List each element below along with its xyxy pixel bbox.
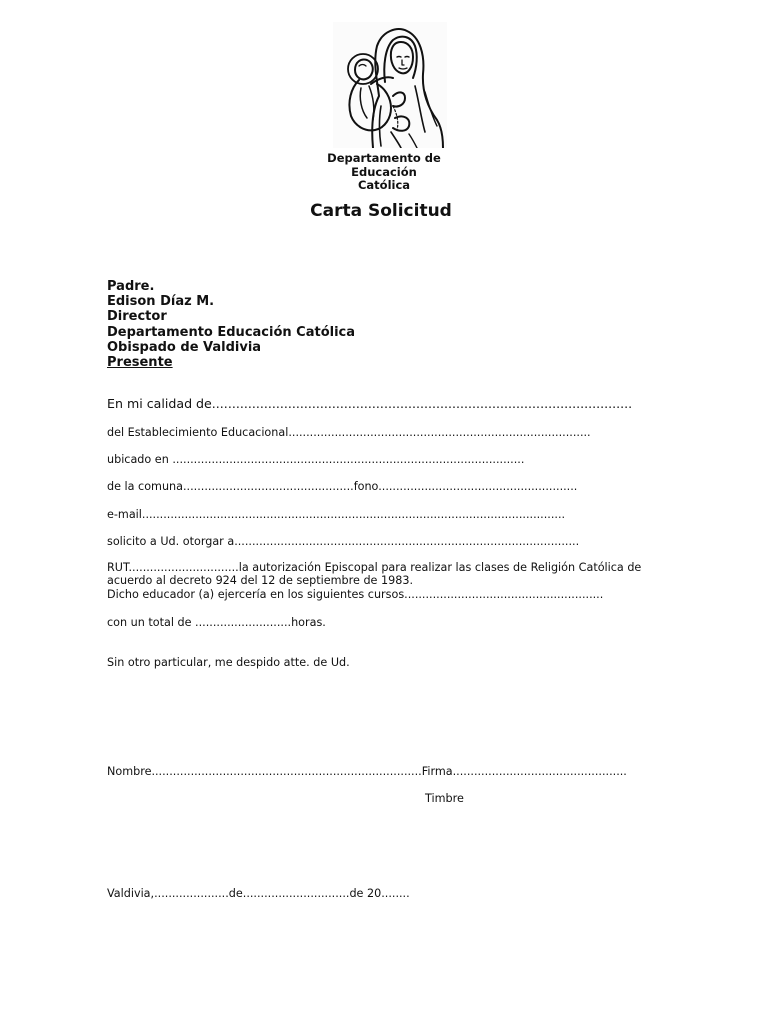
letter-title: Carta Solicitud bbox=[310, 201, 452, 221]
comuna-fono-line: de la comuna................................................fono........................................................ bbox=[107, 480, 578, 493]
addressee-line: Obispado de Valdivia bbox=[107, 339, 262, 355]
addressee-line: Edison Díaz M. bbox=[107, 294, 215, 310]
horas-line: con un total de ...........................horas. bbox=[107, 616, 326, 629]
addressee-line: Director bbox=[107, 309, 167, 325]
department-line: Católica bbox=[357, 178, 411, 192]
calidad-line: En mi calidad de......................................................................................................... bbox=[107, 396, 633, 411]
department-line: Departamento de bbox=[327, 151, 441, 165]
cursos-line: Dicho educador (a) ejercería en los siguientes cursos........................................................ bbox=[107, 588, 604, 601]
rut-line: RUT...............................la autorización Episcopal para realizar las clases de Religión Católica de bbox=[107, 561, 642, 574]
establecimiento-line: del Establecimiento Educacional..................................................................................... bbox=[107, 426, 591, 439]
solicito-line: solicito a Ud. otorgar a................................................................................................. bbox=[107, 535, 580, 548]
madonna-and-child-icon bbox=[333, 22, 447, 148]
madonna-and-child-logo bbox=[333, 22, 447, 148]
ubicado-line: ubicado en ................................................................................................... bbox=[107, 453, 525, 466]
decreto-line: acuerdo al decreto 924 del 12 de septiembre de 1983. bbox=[107, 574, 414, 587]
greeting-presente: Presente bbox=[107, 355, 173, 371]
addressee-block bbox=[107, 279, 355, 370]
addressee-line: Padre. bbox=[107, 279, 155, 294]
closing-line: Sin otro particular, me despido atte. de Ud. bbox=[107, 656, 350, 669]
timbre-label: Timbre bbox=[425, 792, 464, 805]
email-line: e-mail....................................................................................................................... bbox=[107, 508, 566, 521]
nombre-firma-line: Nombre............................................................................Firma................................................. bbox=[107, 765, 627, 778]
addressee-line: Departamento Educación Católica bbox=[107, 324, 356, 340]
department-name bbox=[284, 152, 484, 193]
date-line: Valdivia,.....................de..............................de 20........ bbox=[107, 887, 410, 900]
department-line: Educación bbox=[351, 164, 417, 179]
